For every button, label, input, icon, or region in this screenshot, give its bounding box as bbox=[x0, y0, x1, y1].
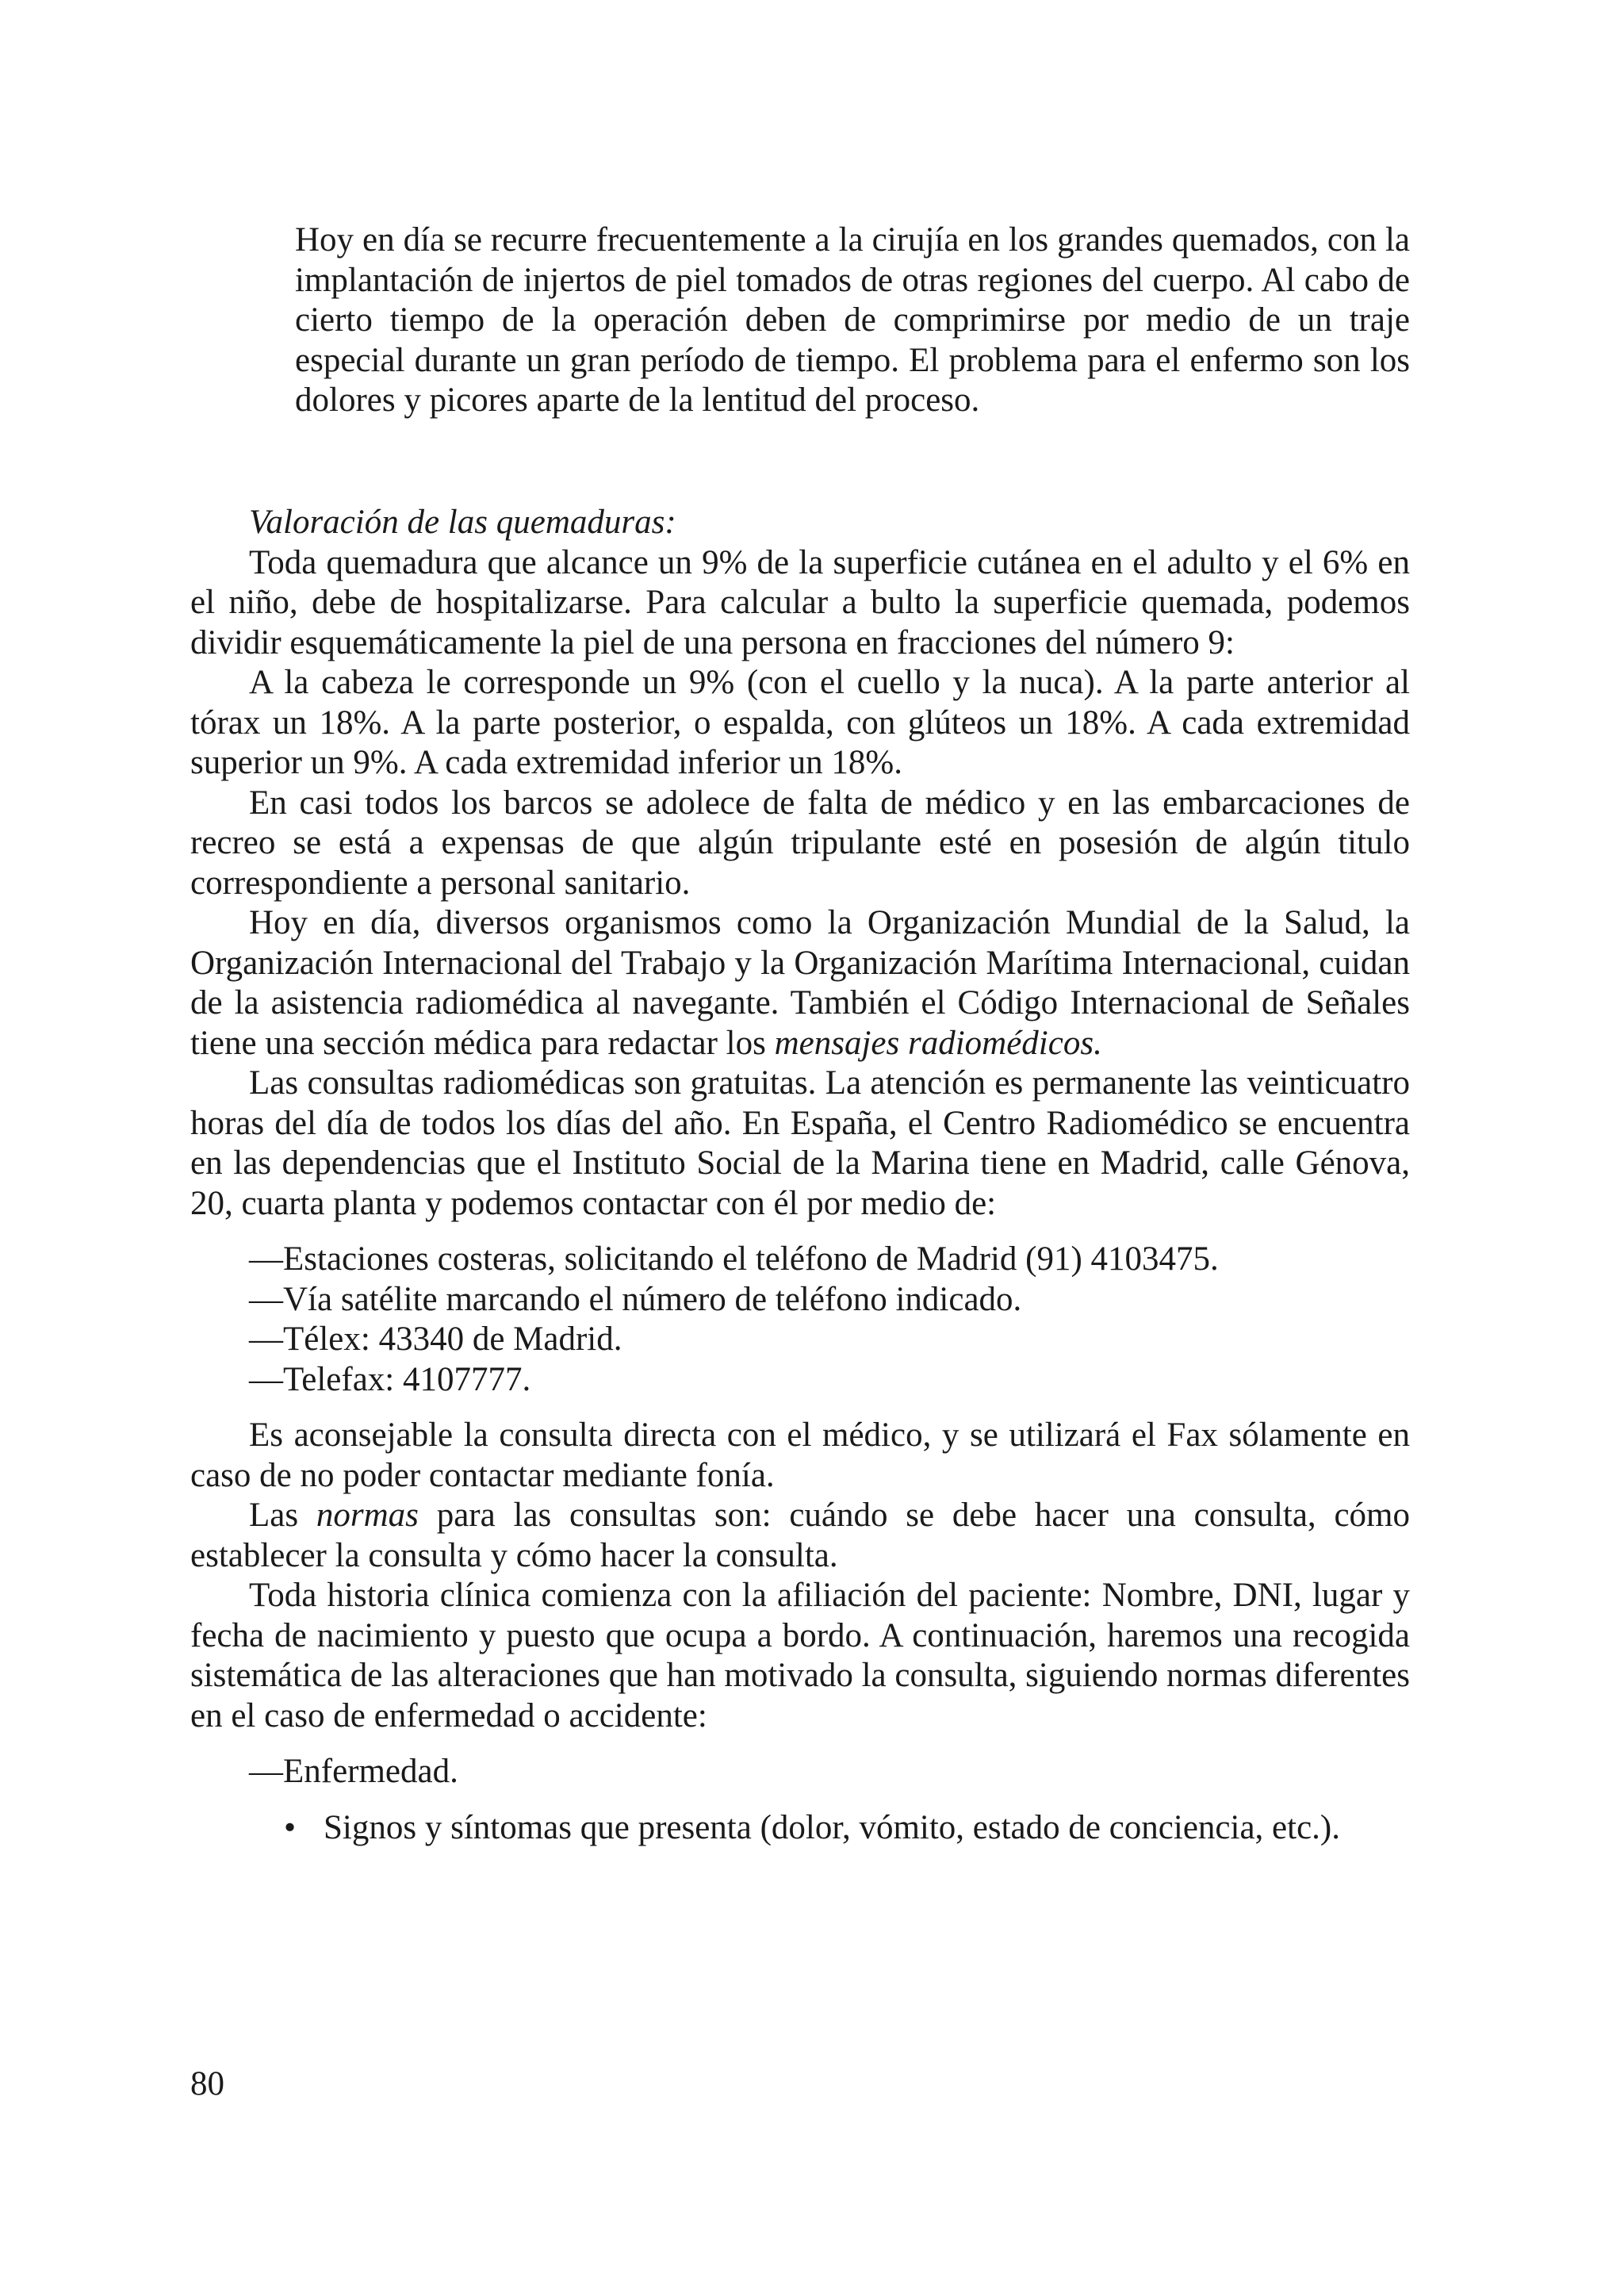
contact-item-telex: —Télex: 43340 de Madrid. bbox=[249, 1320, 622, 1358]
paragraph-organismos bbox=[190, 903, 1410, 1064]
paragraph-normas-emphasis: normas bbox=[316, 1497, 419, 1534]
paragraph-normas-end: para las consultas son: cuándo se debe hacer una consulta, cómo establecer la consulta y cómo hacer la consulta. bbox=[190, 1497, 1411, 1574]
paragraph-barcos: En casi todos los barcos se adolece de falta de médico y en las embarcaciones de recreo se está a expensas de que algún tripulante esté en posesión de algún titulo correspondiente a personal sanitario. bbox=[190, 784, 1410, 902]
paragraph-organismos-emphasis: mensajes radiomédicos. bbox=[774, 1024, 1102, 1062]
sintomas-text: Signos y síntomas que presenta (dolor, vómito, estado de conciencia, etc.). bbox=[324, 1808, 1340, 1846]
sintomas-item bbox=[190, 1808, 1410, 1849]
paragraph-consultas: Las consultas radiomédicas son gratuitas. La atención es permanente las veinticuatro horas del día de todos los días del año. En España, el Centro Radiomédico se encuentra en las dependencias que el Instituto Social de la Marina tiene en Madrid, calle Génova, 20, cuarta planta y podemos contactar con él por medio de: bbox=[190, 1064, 1410, 1222]
section-title: Valoración de las quemaduras: bbox=[249, 504, 676, 541]
bullet-icon: • bbox=[284, 1808, 297, 1846]
paragraph-porcentajes: A la cabeza le corresponde un 9% (con el cuello y la nuca). A la parte anterior al tórax un 18%. A la parte posterior, o espalda, con glúteos un 18%. A cada extremidad superior un 9%. A cada extremidad inferior un 18%. bbox=[190, 664, 1410, 781]
contact-list bbox=[190, 1240, 1410, 1400]
contact-item-costeras: —Estaciones costeras, solicitando el teléfono de Madrid (91) 4103475. bbox=[249, 1240, 1219, 1278]
page-number: 80 bbox=[190, 2065, 224, 2102]
paragraph-fax: Es aconsejable la consulta directa con el médico, y se utilizará el Fax sólamente en caso de no poder contactar mediante fonía. bbox=[190, 1416, 1410, 1494]
intro-block bbox=[295, 220, 1410, 421]
main-text-block bbox=[190, 503, 1410, 1848]
paragraph-historia: Toda historia clínica comienza con la afiliación del paciente: Nombre, DNI, lugar y fecha de nacimiento y puesto que ocupa a bordo. A continuación, haremos una recogida sistemática de las alteraciones que han motivado la consulta, siguiendo normas diferentes en el caso de enfermedad o accidente: bbox=[190, 1577, 1410, 1734]
paragraph-superficie: Toda quemadura que alcance un 9% de la superficie cutánea en el adulto y el 6% en el niño, debe de hospitalizarse. Para calcular a bulto la superficie quemada, podemos dividir esquemáticamente la piel de una persona en fracciones del número 9: bbox=[190, 543, 1410, 661]
contact-item-telefax: —Telefax: 4107777. bbox=[249, 1360, 531, 1398]
enfermedad-list bbox=[190, 1752, 1410, 1792]
paragraph-normas bbox=[190, 1496, 1410, 1576]
contact-item-satelite: —Vía satélite marcando el número de teléfono indicado. bbox=[249, 1280, 1022, 1318]
sintomas-list bbox=[190, 1808, 1410, 1849]
intro-paragraph: Hoy en día se recurre frecuentemente a la cirujía en los grandes quemados, con la implantación de injertos de piel tomados de otras regiones del cuerpo. Al cabo de cierto tiempo de la operación deben de comprimirse por medio de un traje especial durante un gran período de tiempo. El problema para el enfermo son los dolores y picores aparte de la lentitud del proceso. bbox=[295, 221, 1410, 419]
enfermedad-item: —Enfermedad. bbox=[249, 1753, 458, 1790]
paragraph-organismos-text: Hoy en día, diversos organismos como la Organización Mundial de la Salud, la Organización Internacional del Trabajo y la Organización Marítima Internacional, cuidan de la asistencia radiomédica al navegante. También el Código Internacional de Señales tiene una sección médica para redactar los bbox=[190, 904, 1410, 1062]
paragraph-normas-start: Las bbox=[249, 1497, 316, 1534]
